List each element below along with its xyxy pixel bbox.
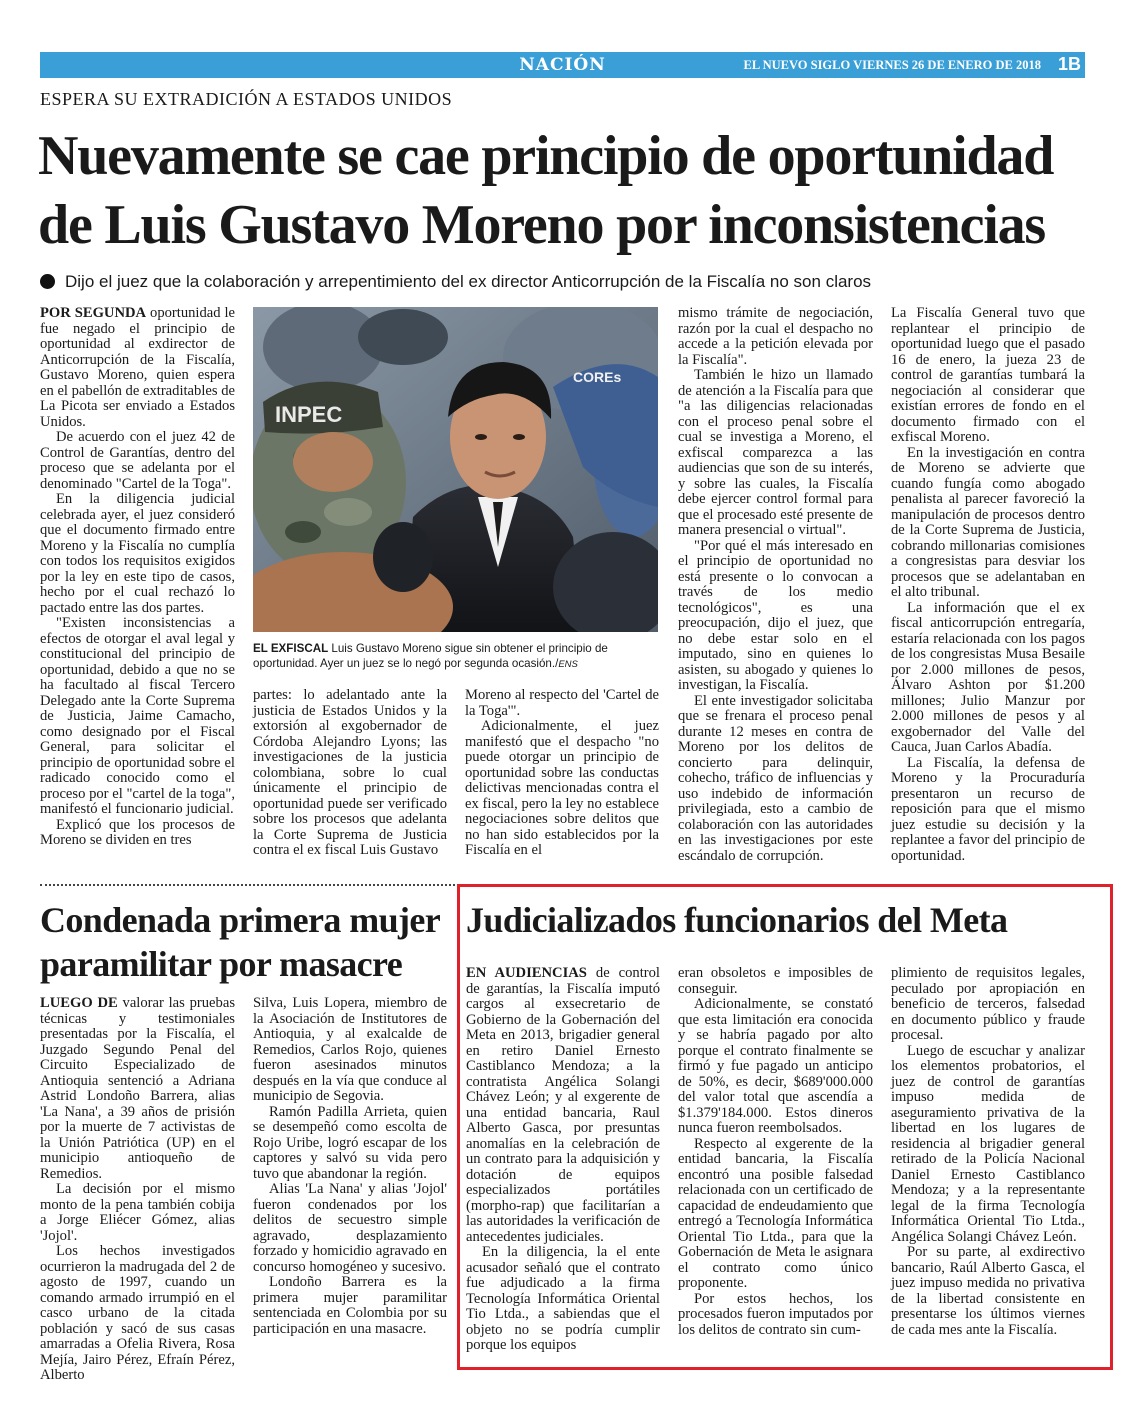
paragraph: Silva, Luis Lopera, miembro de la Asociación de Institutores de Antioquia, y al exalcalde de Remedios, Carlos Rojo, quienes fueron asesinados minutos después en la vía que conduce al municipio de Segovia. — [253, 995, 447, 1104]
paragraph: En la diligencia judicial celebrada ayer, el juez consideró que el documento firmado entre Moreno y la Fiscalía no cumplía con todos los requisitos exigidos por la ley en este tipo de casos, hecho por el cual rechazó lo pactado entre las dos partes. — [40, 491, 235, 616]
photo-illustration — [253, 307, 658, 632]
paragraph: eran obsoletos e imposibles de conseguir. — [678, 965, 873, 997]
paragraph: También le hizo un llamado de atención a la Fiscalía para que "a las diligencias relacionadas con el proceso penal sobre el cual se investiga a Moreno, el exfiscal comparezca a las audiencias que son de su interés, y sobre las cuales, la Fiscalía debe ejercer control formal para que el procesado esté presente de manera presencial o virtual". — [678, 367, 873, 538]
dateline: EL NUEVO SIGLO VIERNES 26 DE ENERO DE 2018 — [743, 58, 1041, 72]
main-column-3 — [465, 688, 659, 859]
story2-headline-line-1: Condenada primera mujer — [40, 900, 441, 940]
page-number: 1B — [1057, 54, 1081, 74]
photo-caption — [253, 641, 658, 672]
paragraph: Por estos hechos, los procesados fueron imputados por los delitos de contrato sin cum- — [678, 1290, 873, 1338]
bullet-icon — [40, 274, 55, 289]
paragraph: De acuerdo con el juez 42 de Control de Garantías, dentro del proceso que se adelanta por el denominado "Cartel de la Toga". — [40, 429, 235, 492]
paragraph: En la diligencia, la el ente acusador señaló que el contrato fue adjudicado a la firma Tecnología Informática Oriental Tio Ltda., a sabiendas que el objeto no se podría cumplir porque los equipos — [466, 1244, 660, 1353]
paragraph: La Fiscalía General tuvo que replantear el principio de oportunidad luego que el pasado 16 de enero, la jueza 23 de control de garantías tumbará la negociación al considerar que existían errores de fondo en el documento firmado con el exfiscal Moreno. — [891, 305, 1085, 445]
lead-in: LUEGO DE — [40, 995, 118, 1011]
caption-text: Luis Gustavo Moreno sigue sin obtener el principio de oportunidad. Ayer un juez se lo negó por segunda ocasión./ — [253, 642, 608, 670]
paragraph: Alias 'La Nana' y alias 'Jojol' fueron condenados por los delitos de secuestro simple agravado, desplazamiento forzado y homicidio agravado en concurso homogéneo y sucesivo. — [253, 1181, 447, 1275]
story3-column-3 — [891, 966, 1085, 1338]
headline-line-1: Nuevamente se cae principio de oportunidad — [38, 125, 1054, 187]
cap-badge-text: INPEC — [275, 402, 343, 427]
paragraph: Respecto al exgerente de la entidad bancaria, la Fiscalía encontró una posible falsedad relacionada con un certificado de capacidad de endeudamiento que entregó a Tecnología Informática Oriental Tio Ltda., para que la Gobernación de Meta le asignara el contrato como único proponente. — [678, 1135, 873, 1291]
story2-column-1 — [40, 996, 235, 1384]
main-headline — [38, 122, 1098, 260]
paragraph: Londoño Barrera es la primera mujer paramilitar sentenciada en Colombia por su participación en una masacre. — [253, 1274, 447, 1337]
paragraph: Por su parte, al exdirectivo bancario, Raúl Alberto Gasca, el juez impuso medida no privativa de la libertad consistente en presentarse los últimos viernes de cada mes ante la Fiscalía. — [891, 1244, 1085, 1338]
paragraph: "Por qué el más interesado en el principio de oportunidad no está presente o lo convocan a través de los medio tecnológicos", es una preocupación, dijo el juez, que no debe estar solo en el imputado, sino en quienes lo asisten, su abogado y quienes lo investigan, la Fiscalía. — [678, 537, 873, 693]
paragraph: Ramón Padilla Arrieta, quien se desempeñó como escolta de Rojo Uribe, logró escapar de los captores y salvó su vida pero tuvo que abandonar la región. — [253, 1103, 447, 1182]
lead-in: EN AUDIENCIAS — [466, 965, 587, 981]
paragraph: La Fiscalía, la defensa de Moreno y la Procuraduría presentaron un recurso de reposición para que el mismo juez estudie su decisión y la replantee a favor del principio de oportunidad. — [891, 754, 1085, 864]
lead-in: POR SEGUNDA — [40, 305, 147, 321]
main-deck — [40, 272, 871, 292]
paragraph: mismo trámite de negociación, razón por la cual el despacho no accede a la petición elevada por la Fiscalía". — [678, 305, 873, 368]
paragraph: Adicionalmente, el juez manifestó que el despacho "no puede otorgar un principio de oportunidad sobre las conductas delictivas mencionadas contra el ex fiscal, pero la ley no establece negociaciones sobre delitos que no han sido establecidos por la Fiscalía en el — [465, 718, 659, 858]
paragraph: Moreno al respecto del 'Cartel de la Toga'". — [465, 687, 659, 719]
story-divider — [40, 884, 455, 886]
main-column-4 — [678, 306, 873, 864]
paragraph: plimiento de requisitos legales, peculado por apropiación en beneficio de terceros, falsedad en documento público y fraude procesal. — [891, 965, 1085, 1043]
main-column-5 — [891, 306, 1085, 864]
paragraph: Adicionalmente, se constató que esta limitación era conocida y se habría pagado por alto porque el contrato finalmente se firmó y fue pagado un anticipo de 50%, es decir, $689'000.000 del valor total que ascendía a $1.379'184.000. Estos dineros nunca fueron reembolsados. — [678, 996, 873, 1136]
paragraph: "Existen inconsistencias a efectos de otorgar el aval legal y constitucional del principio de oportunidad, debido a que no se ha facultado al fiscal Tercero Delegado ante la Corte Suprema de Justicia, Jaime Camacho, como designado por el Fiscal General, para solicitar el principio de oportunidad sobre el radicado conocido como el proceso por el "cartel de la toga", manifestó el funcionario judicial. — [40, 615, 235, 817]
story3-column-2 — [678, 966, 873, 1338]
deck-text: Dijo el juez que la colaboración y arrepentimiento del ex director Anticorrupción de la Fiscalía no son claros — [65, 272, 872, 291]
story3-column-1 — [466, 966, 660, 1354]
paragraph: Explicó que los procesos de Moreno se dividen en tres — [40, 816, 235, 848]
paragraph: partes: lo adelantado ante la justicia de Estados Unidos y la extorsión al exgobernador de Córdoba Alejandro Lyons; las investigaciones de la justicia colombiana, sobre lo cual únicamente el principio de oportunidad puede ser verificado sobre los procesos que adelanta la Corte Suprema de Justicia contra el ex fiscal Luis Gustavo — [253, 687, 447, 858]
paragraph: El ente investigador solicitaba que se frenara el proceso penal durante 12 meses en contra de Moreno por los delitos de concierto para delinquir, cohecho, tráfico de influencias y uso indebido de información privilegiada, esto a cambio de colaboración con las autoridades en las investigaciones por este escándalo de corrupción. — [678, 692, 873, 864]
story2-headline — [40, 898, 455, 986]
paragraph: POR SEGUNDA oportunidad le fue negado el principio de oportunidad al exdirector de Anticorrupción de la Fiscalía, Gustavo Moreno, quien espera en el pabellón de extraditables de La Picota ser enviado a Estados Unidos. — [40, 305, 235, 430]
paragraph: La información que el ex fiscal anticorrupción entregaría, estaría relacionada con los pagos de los congresistas Musa Besaile por 2.000 millones de pesos, Álvaro Ashton por $1.200 millones; Julio Manzur por 2.000 millones de pesos y al exgobernador del Valle del Cauca, Juan Carlos Abadía. — [891, 599, 1085, 755]
caption-lead: EL EXFISCAL — [253, 642, 329, 655]
paragraph: Los hechos investigados ocurrieron la madrugada del 2 de agosto de 1997, cuando un comando armado irrumpió en el casco urbano de la citada población y sacó de sus casas amarradas a Ofelia Rivera, Rosa Mejía, Jairo Pérez, Efraín Pérez, Alberto — [40, 1243, 235, 1383]
paragraph: En la investigación en contra de Moreno se advierte que cuando fungía como abogado penalista al parecer favoreció la manipulación de procesos dentro de la Corte Suprema de Justicia, cobrando millonarias comisiones a congresistas para desviar los procesos que se adelantaban en el alto tribunal. — [891, 444, 1085, 600]
jacket-badge-text: COREs — [573, 369, 622, 385]
paragraph: EN AUDIENCIAS de control de garantías, la Fiscalía imputó cargos al exsecretario de Gobierno de la Gobernación del Meta en 2013, brigadier general en retiro Daniel Ernesto Castiblanco Mendoza; a la contratista Angélica Solangi Chávez León; y al exgerente de una entidad bancaria, Raul Alberto Gasca, por presuntas anomalías en la celebración de un contrato para la adquisición y dotación de equipos especializados portátiles (morpho-rap) que facilitarían a las autoridades la verificación de antecedentes judiciales. — [466, 965, 660, 1245]
main-kicker: ESPERA SU EXTRADICIÓN A ESTADOS UNIDOS — [40, 89, 453, 109]
section-header-bar — [40, 52, 1085, 78]
main-column-1 — [40, 306, 235, 849]
paragraph: LUEGO DE valorar las pruebas técnicas y testimoniales presentadas por la Fiscalía, el Juzgado Segundo Penal del Circuito Especializado de Antioquia sentenció a Adriana Astrid Londoño Barrera, alias 'La Nana', a 39 años de prisión por la muerte de 7 activistas de la Unión Patriótica (UP) en el municipio antioqueño de Remedios. — [40, 995, 235, 1182]
news-photo — [253, 307, 658, 632]
story2-headline-line-2: paramilitar por masacre — [40, 944, 403, 984]
story2-column-2 — [253, 996, 447, 1337]
paragraph: Luego de escuchar y analizar los elementos probatorios, el juez de control de garantías impuso medida de aseguramiento privativa de la libertad en los lugares de residencia al brigadier general retirado de la Policía Nacional Daniel Ernesto Castiblanco Mendoza; y a la representante legal de la firma Tecnología Informática Oriental Tio Ltda., Angélica Solangi Chávez León. — [891, 1042, 1085, 1245]
main-column-2 — [253, 688, 447, 859]
photo-credit: ENS — [558, 659, 578, 670]
headline-line-2: de Luis Gustavo Moreno por inconsistencias — [38, 194, 1045, 256]
paragraph: La decisión por el mismo monto de la pena también cobija a Jorge Eliécer Gómez, alias 'Jojol'. — [40, 1181, 235, 1244]
section-name: NACIÓN — [519, 55, 606, 75]
story3-headline: Judicializados funcionarios del Meta — [466, 900, 1008, 940]
